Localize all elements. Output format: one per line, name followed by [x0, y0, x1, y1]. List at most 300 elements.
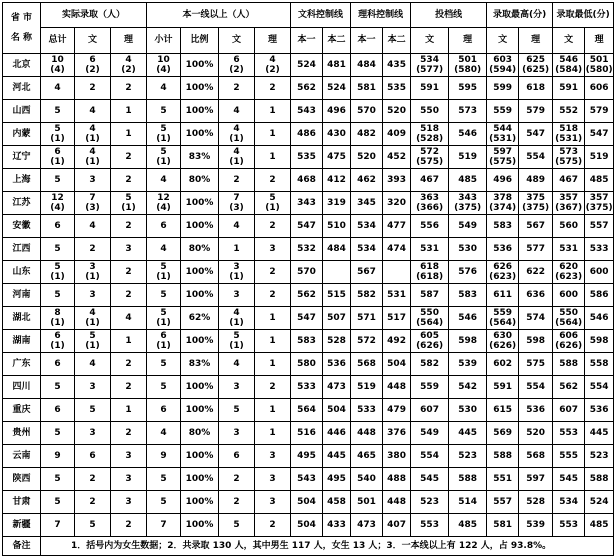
data-cell: 474	[383, 238, 411, 261]
data-cell: 524	[291, 54, 323, 77]
data-cell: 562	[291, 77, 323, 100]
data-cell: 100%	[181, 100, 219, 123]
data-cell: 547	[585, 123, 614, 146]
data-cell: 557	[487, 491, 519, 514]
data-cell: 4	[147, 77, 181, 100]
data-cell: 100%	[181, 468, 219, 491]
data-cell: 576	[449, 261, 487, 284]
data-cell: 557	[585, 215, 614, 238]
subheader-cell: 理	[519, 27, 553, 53]
data-cell: 375 (375)	[519, 192, 553, 215]
data-cell: 588	[553, 353, 585, 376]
data-cell: 473	[323, 376, 351, 399]
data-cell: 2	[75, 468, 111, 491]
data-cell: 579	[519, 100, 553, 123]
province-cell: 湖南	[3, 330, 41, 353]
table-row	[3, 514, 614, 537]
data-cell: 532	[291, 238, 323, 261]
data-cell: 586	[585, 284, 614, 307]
data-cell: 547	[291, 215, 323, 238]
data-cell: 547	[291, 307, 323, 330]
data-cell: 501 (580)	[585, 55, 613, 75]
data-cell: 5	[147, 491, 181, 514]
table-row	[3, 192, 614, 215]
data-cell: 485	[585, 514, 614, 537]
data-cell: 4	[147, 422, 181, 445]
data-cell: 5	[147, 376, 181, 399]
data-cell: 504	[291, 514, 323, 537]
data-cell: 3	[75, 169, 111, 192]
subheader-cell: 文	[487, 27, 519, 53]
data-cell: 3	[75, 422, 111, 445]
data-cell: 530	[449, 238, 487, 261]
data-cell: 582	[351, 284, 383, 307]
data-cell: 9	[147, 445, 181, 468]
province-cell: 贵州	[3, 422, 41, 445]
data-cell: 4	[41, 77, 75, 100]
subheader-cell: 本一	[291, 27, 323, 53]
data-cell: 100%	[181, 77, 219, 100]
data-cell: 546	[449, 123, 487, 146]
data-cell: 2	[111, 422, 147, 445]
data-cell: 504	[291, 491, 323, 514]
data-cell: 2	[255, 376, 291, 399]
data-cell: 4 (1)	[219, 307, 255, 330]
data-cell: 6 (2)	[75, 54, 111, 77]
data-cell: 357 (367)	[553, 192, 585, 215]
data-cell: 574	[519, 307, 553, 330]
table-row	[3, 169, 614, 192]
data-cell: 448	[351, 422, 383, 445]
table-row	[3, 353, 614, 376]
data-cell: 10 (4)	[41, 54, 75, 77]
data-cell: 1	[255, 307, 291, 330]
province-cell: 云南	[3, 445, 41, 468]
data-cell: 409	[383, 123, 411, 146]
data-cell: 524	[585, 491, 614, 514]
data-cell: 581	[351, 77, 383, 100]
province-cell: 江西	[3, 238, 41, 261]
data-cell: 3	[255, 445, 291, 468]
data-cell: 515	[323, 284, 351, 307]
data-cell: 462	[351, 169, 383, 192]
data-cell: 600	[585, 261, 614, 284]
data-cell: 5	[41, 100, 75, 123]
data-cell: 568	[519, 445, 553, 468]
data-cell: 1	[255, 422, 291, 445]
data-cell: 2	[255, 284, 291, 307]
data-cell: 562	[291, 284, 323, 307]
data-cell: 3	[111, 238, 147, 261]
data-cell: 445	[449, 422, 487, 445]
data-cell: 3	[111, 445, 147, 468]
data-cell: 567	[519, 215, 553, 238]
data-cell: 547	[519, 123, 553, 146]
data-cell: 2	[111, 376, 147, 399]
data-cell: 3	[111, 468, 147, 491]
data-cell: 534	[351, 215, 383, 238]
data-cell: 599	[487, 77, 519, 100]
data-cell: 598	[519, 330, 553, 353]
data-cell: 1	[255, 146, 291, 169]
data-cell: 380	[383, 445, 411, 468]
data-cell: 569	[487, 422, 519, 445]
data-cell: 1	[111, 399, 147, 422]
data-cell: 583	[487, 215, 519, 238]
data-cell: 545	[553, 468, 585, 491]
data-cell: 1	[255, 353, 291, 376]
data-cell: 343	[291, 192, 323, 215]
data-cell: 5	[41, 491, 75, 514]
data-cell: 504	[383, 353, 411, 376]
data-cell: 591	[487, 376, 519, 399]
data-cell: 475	[323, 146, 351, 169]
data-cell: 583	[291, 330, 323, 353]
data-cell: 3	[111, 491, 147, 514]
data-cell: 520	[351, 146, 383, 169]
subheader-cell: 本二	[323, 27, 351, 53]
data-cell: 5 (1)	[147, 261, 181, 284]
data-cell: 458	[323, 491, 351, 514]
data-cell: 7	[147, 514, 181, 537]
data-cell: 6 (1)	[41, 146, 75, 169]
data-cell: 6	[147, 215, 181, 238]
data-cell: 83%	[181, 353, 219, 376]
data-cell: 3	[255, 468, 291, 491]
data-cell: 518 (531)	[553, 123, 585, 146]
data-cell: 320	[383, 192, 411, 215]
group-header-filing-line: 投档线	[411, 3, 487, 28]
data-cell: 4 (1)	[75, 146, 111, 169]
data-cell: 5	[41, 238, 75, 261]
data-cell: 553	[411, 514, 449, 537]
data-cell: 445	[585, 422, 614, 445]
subheader-cell: 小计	[147, 27, 181, 53]
data-cell: 540	[351, 468, 383, 491]
data-cell: 550 (564)	[553, 307, 585, 330]
data-cell: 448	[383, 491, 411, 514]
data-cell: 559 (564)	[487, 307, 519, 330]
data-cell: 4	[147, 238, 181, 261]
group-header-lowest-score: 录取最低(分)	[553, 3, 614, 28]
table-row	[3, 376, 614, 399]
data-cell: 504	[323, 399, 351, 422]
group-header-arts-control-line: 文科控制线	[291, 3, 351, 28]
data-cell: 6	[41, 215, 75, 238]
data-cell: 2	[255, 514, 291, 537]
table-row	[3, 491, 614, 514]
data-cell: 492	[383, 330, 411, 353]
data-cell: 5	[219, 399, 255, 422]
data-cell: 435	[383, 54, 411, 77]
data-cell: 1	[111, 100, 147, 123]
province-cell: 河南	[3, 284, 41, 307]
data-cell: 495	[323, 468, 351, 491]
data-cell: 452	[383, 146, 411, 169]
data-cell: 546	[585, 307, 614, 330]
data-cell: 5 (1)	[147, 307, 181, 330]
province-cell: 重庆	[3, 399, 41, 422]
data-cell: 473	[351, 514, 383, 537]
data-cell: 9	[41, 445, 75, 468]
data-cell: 607	[411, 399, 449, 422]
data-cell: 1	[219, 238, 255, 261]
data-cell: 1	[255, 330, 291, 353]
data-cell: 626 (623)	[487, 261, 519, 284]
data-cell: 564	[291, 399, 323, 422]
data-cell: 539	[449, 353, 487, 376]
group-header-science-control-line: 理科控制线	[351, 3, 411, 28]
data-cell: 5	[41, 468, 75, 491]
data-cell: 572 (575)	[411, 146, 449, 169]
data-cell: 559	[487, 100, 519, 123]
province-cell: 辽宁	[3, 146, 41, 169]
subheader-cell: 理	[111, 27, 147, 53]
data-cell: 2	[111, 514, 147, 537]
data-cell: 625 (625)	[519, 54, 553, 77]
data-cell: 554	[585, 376, 614, 399]
province-cell: 山西	[3, 100, 41, 123]
data-cell: 100%	[181, 284, 219, 307]
data-cell: 445	[323, 445, 351, 468]
data-cell: 554	[411, 445, 449, 468]
subheader-cell: 本一	[351, 27, 383, 53]
data-cell: 2	[111, 169, 147, 192]
data-cell: 7	[41, 514, 75, 537]
table-row	[3, 54, 614, 77]
data-cell: 520	[383, 100, 411, 123]
data-cell: 556	[411, 215, 449, 238]
data-cell: 486	[291, 123, 323, 146]
table-row	[3, 100, 614, 123]
data-cell: 544 (531)	[487, 123, 519, 146]
note-text: 1．括号内为女生数据；2．共录取 130 人，其中男生 117 人，女生 13 人；3．一本线以上有 122 人，占 93.8%。	[41, 537, 614, 556]
data-cell: 5 (1)	[41, 261, 75, 284]
data-cell: 523	[585, 445, 614, 468]
data-cell: 3	[219, 284, 255, 307]
data-cell: 520	[519, 422, 553, 445]
data-cell: 571	[351, 307, 383, 330]
data-cell: 6	[41, 399, 75, 422]
data-cell: 630 (626)	[487, 330, 519, 353]
table-row	[3, 307, 614, 330]
data-cell: 528	[323, 330, 351, 353]
data-cell: 7 (3)	[219, 192, 255, 215]
data-cell: 524	[323, 77, 351, 100]
data-cell: 2	[75, 77, 111, 100]
data-cell: 558	[585, 353, 614, 376]
data-cell: 519	[585, 146, 614, 169]
data-cell: 517	[383, 307, 411, 330]
data-cell: 12 (4)	[41, 192, 75, 215]
data-cell: 4 (2)	[255, 54, 291, 77]
data-cell: 5 (1)	[111, 192, 147, 215]
data-cell: 2	[255, 169, 291, 192]
province-cell: 山东	[3, 261, 41, 284]
data-cell: 620 (623)	[553, 261, 585, 284]
data-cell: 467	[411, 169, 449, 192]
data-cell: 4 (1)	[219, 146, 255, 169]
data-cell: 507	[323, 307, 351, 330]
data-cell: 598	[449, 330, 487, 353]
data-cell: 4	[75, 353, 111, 376]
data-cell: 5	[41, 376, 75, 399]
data-cell: 1	[255, 100, 291, 123]
data-cell: 80%	[181, 238, 219, 261]
data-cell: 5	[147, 100, 181, 123]
data-cell: 3	[75, 284, 111, 307]
data-cell: 2	[111, 146, 147, 169]
data-cell: 598	[585, 330, 614, 353]
data-cell: 5 (1)	[75, 330, 111, 353]
header-row-subheaders	[3, 27, 614, 53]
data-cell: 533	[585, 238, 614, 261]
table-row	[3, 422, 614, 445]
group-header-highest-score: 录取最高(分)	[487, 3, 553, 28]
data-cell: 591	[411, 77, 449, 100]
data-cell: 573	[449, 100, 487, 123]
data-cell: 535	[291, 146, 323, 169]
data-cell: 5 (1)	[147, 123, 181, 146]
data-cell: 591	[553, 77, 585, 100]
data-cell: 572	[351, 330, 383, 353]
data-cell: 343 (375)	[449, 192, 487, 215]
table-row	[3, 123, 614, 146]
data-cell: 407	[383, 514, 411, 537]
data-cell: 2	[111, 77, 147, 100]
province-cell: 安徽	[3, 215, 41, 238]
subheader-cell: 理	[255, 27, 291, 53]
data-cell: 543	[291, 100, 323, 123]
data-cell: 3	[219, 376, 255, 399]
data-cell: 546	[449, 307, 487, 330]
data-cell: 554	[519, 376, 553, 399]
data-cell: 2	[75, 491, 111, 514]
province-cell: 湖北	[3, 307, 41, 330]
province-cell: 内蒙	[3, 123, 41, 146]
data-cell: 6	[219, 445, 255, 468]
data-cell: 567	[351, 261, 383, 284]
data-cell: 1	[255, 123, 291, 146]
data-cell: 100%	[181, 330, 219, 353]
data-cell: 5 (1)	[219, 330, 255, 353]
data-cell: 523	[449, 445, 487, 468]
data-cell: 4	[75, 215, 111, 238]
data-cell: 3 (1)	[219, 261, 255, 284]
data-cell: 549	[449, 215, 487, 238]
data-cell: 4	[219, 100, 255, 123]
data-cell: 448	[383, 376, 411, 399]
data-cell: 100%	[181, 399, 219, 422]
data-cell: 636	[519, 284, 553, 307]
subheader-cell: 总计	[41, 27, 75, 53]
province-cell: 北京	[3, 54, 41, 77]
data-cell: 4	[75, 100, 111, 123]
data-cell: 553	[553, 514, 585, 537]
data-cell: 554	[519, 146, 553, 169]
data-cell: 4	[147, 169, 181, 192]
header-corner	[3, 3, 41, 54]
data-cell: 4 (1)	[75, 307, 111, 330]
table-row	[3, 261, 614, 284]
data-cell: 4 (1)	[75, 123, 111, 146]
table-row	[3, 146, 614, 169]
data-cell: 5	[41, 422, 75, 445]
data-cell: 484	[323, 238, 351, 261]
data-cell: 100%	[181, 123, 219, 146]
province-cell: 上海	[3, 169, 41, 192]
data-cell: 485	[449, 169, 487, 192]
data-cell: 531	[411, 238, 449, 261]
data-cell: 4	[219, 215, 255, 238]
admission-table	[2, 2, 614, 556]
data-cell: 501 (580)	[449, 54, 487, 77]
data-cell: 523	[411, 491, 449, 514]
subheader-cell: 比例	[181, 27, 219, 53]
data-cell: 1	[111, 123, 147, 146]
data-cell: 3 (1)	[75, 261, 111, 284]
data-cell: 393	[383, 169, 411, 192]
data-cell: 100%	[181, 514, 219, 537]
subheader-cell: 文	[553, 27, 585, 53]
data-cell: 622	[519, 261, 553, 284]
data-cell: 5	[75, 514, 111, 537]
data-cell	[323, 261, 351, 284]
province-cell: 江苏	[3, 192, 41, 215]
data-cell: 378 (374)	[487, 192, 519, 215]
data-cell: 477	[383, 215, 411, 238]
data-cell: 412	[323, 169, 351, 192]
data-cell	[383, 261, 411, 284]
data-cell: 1	[255, 399, 291, 422]
province-cell: 四川	[3, 376, 41, 399]
subheader-cell: 理	[449, 27, 487, 53]
corner-line-1: 省 市	[10, 13, 33, 23]
data-cell: 550 (564)	[411, 307, 449, 330]
data-cell: 543	[291, 468, 323, 491]
subheader-cell: 文	[219, 27, 255, 53]
data-cell: 600	[553, 284, 585, 307]
province-cell: 广东	[3, 353, 41, 376]
group-header-tier-one-above: 本一线以上（人）	[147, 3, 291, 28]
data-cell: 536	[487, 238, 519, 261]
data-cell: 489	[519, 169, 553, 192]
data-cell: 597	[519, 468, 553, 491]
data-cell: 3	[219, 422, 255, 445]
data-cell: 615	[487, 399, 519, 422]
data-cell: 3	[75, 376, 111, 399]
data-cell: 100%	[181, 445, 219, 468]
data-cell: 5	[41, 169, 75, 192]
data-cell: 496	[323, 100, 351, 123]
data-cell: 496	[487, 169, 519, 192]
data-cell: 536	[585, 399, 614, 422]
data-cell: 580	[291, 353, 323, 376]
province-cell: 陕西	[3, 468, 41, 491]
data-cell: 62%	[181, 307, 219, 330]
data-cell: 542	[449, 376, 487, 399]
data-cell: 518 (528)	[411, 123, 449, 146]
data-cell: 533	[291, 376, 323, 399]
data-cell: 559	[411, 376, 449, 399]
data-cell: 4 (2)	[111, 54, 147, 77]
data-cell: 6	[75, 445, 111, 468]
data-cell: 345	[351, 192, 383, 215]
data-cell: 534 (577)	[411, 54, 449, 77]
province-cell: 甘肃	[3, 491, 41, 514]
subheader-cell: 本二	[383, 27, 411, 53]
data-cell: 363 (366)	[411, 192, 449, 215]
